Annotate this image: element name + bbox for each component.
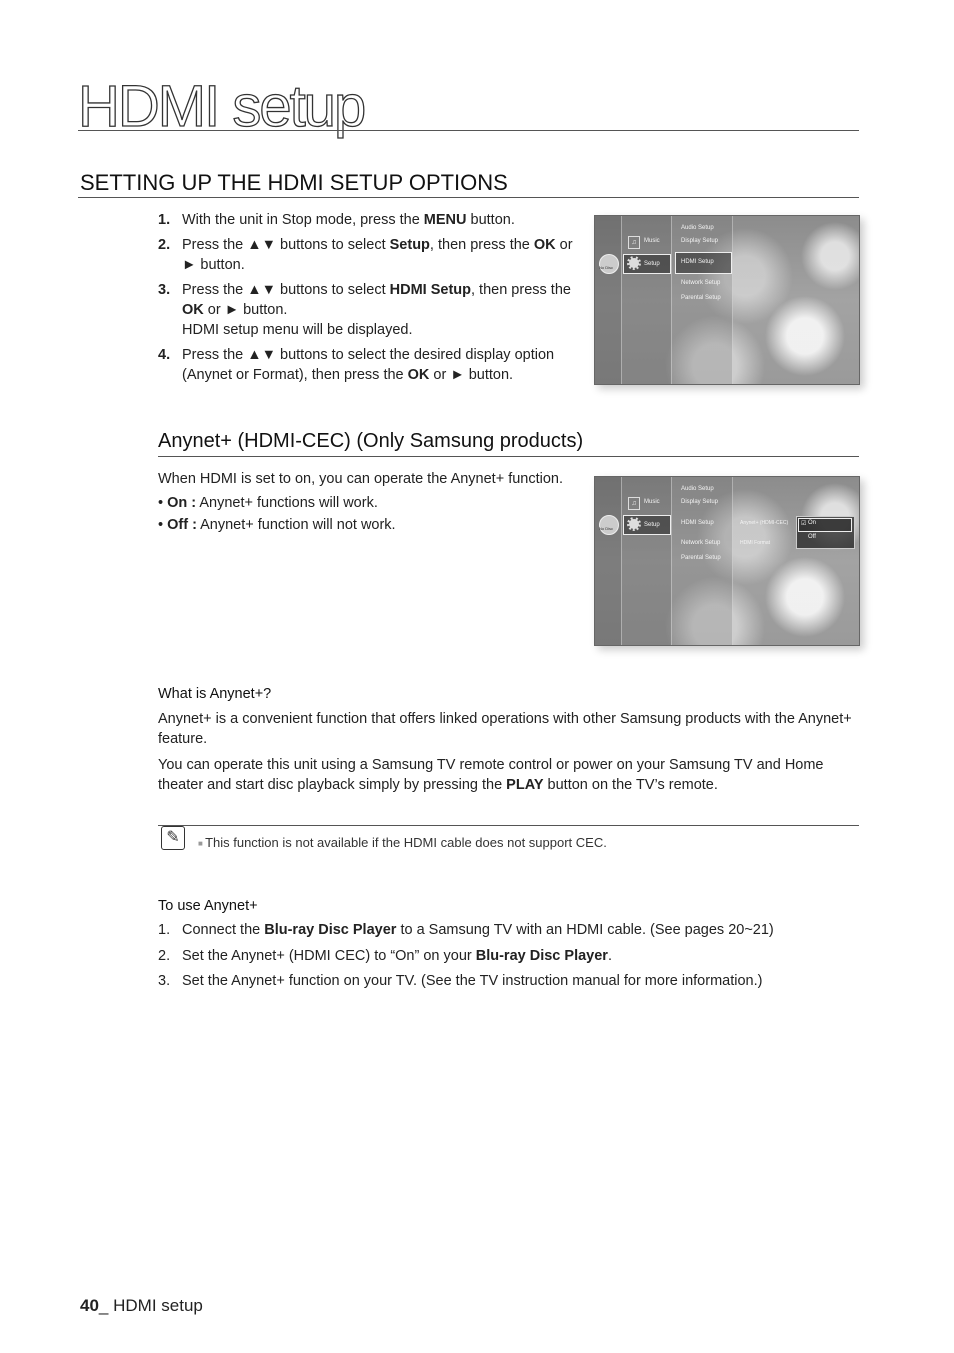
checkmark-icon: ☑ <box>801 521 807 527</box>
step-key: OK <box>182 302 204 318</box>
item-number: 3. <box>158 973 171 989</box>
value-on: On <box>808 520 817 526</box>
option-label: Off : <box>167 517 197 533</box>
option-text: Anynet+ function will not work. <box>196 517 396 533</box>
step-text: With the unit in Stop mode, press the <box>182 212 424 228</box>
disc-column <box>595 477 622 645</box>
menu-item: HDMI Setup <box>681 520 714 526</box>
step-number: 2. <box>158 237 171 253</box>
value-off: Off <box>808 534 816 540</box>
anynet-options-list <box>158 492 396 536</box>
option-anynet: Anynet+ (HDMI-CEC) <box>740 520 789 526</box>
item-text: . <box>607 947 612 964</box>
menu-item: Network Setup <box>681 540 721 546</box>
what-paragraph-2 <box>158 755 863 795</box>
hdmi-menu-screenshot <box>594 476 860 646</box>
note-rule <box>158 825 859 826</box>
page-number: 40 <box>80 1296 99 1315</box>
title-rule <box>78 130 859 131</box>
step-text: or ► button. <box>203 302 288 318</box>
item-key: Blu-ray Disc Player <box>264 922 397 938</box>
step-item <box>158 280 583 340</box>
what-paragraph-1: Anynet+ is a convenient function that offers linked operations with other Samsung products with the Anynet+ feature. <box>158 711 852 747</box>
steps-list <box>158 210 583 390</box>
page-title: HDMI setup <box>78 74 365 139</box>
menu-item: Parental Setup <box>681 295 721 301</box>
item-key: Blu-ray Disc Player <box>475 947 608 964</box>
para-key: PLAY <box>506 777 544 793</box>
step-text: Press the ▲▼ buttons to select the desired display option (Anynet or Format), then press the <box>182 347 555 383</box>
music-icon: ♫ <box>628 497 640 510</box>
list-item <box>158 492 396 514</box>
anynet-rule <box>158 456 859 457</box>
step-subtext: HDMI setup menu will be displayed. <box>182 322 413 338</box>
option-label: On : <box>167 495 197 511</box>
section-rule <box>78 197 859 198</box>
use-list <box>158 920 863 997</box>
use-heading: To use Anynet+ <box>158 898 258 914</box>
option-hdmi-format: HDMI Format <box>740 540 770 546</box>
gear-icon <box>627 517 641 531</box>
step-text: Press the ▲▼ buttons to select <box>182 237 390 253</box>
section-title: SETTING UP THE HDMI SETUP OPTIONS <box>80 170 508 195</box>
setup-menu-screenshot <box>594 215 860 385</box>
anynet-intro: When HDMI is set to on, you can operate the Anynet+ function. <box>158 471 564 487</box>
step-item <box>158 210 583 230</box>
anynet-title: Anynet+ (HDMI-CEC) (Only Samsung products) <box>158 430 584 452</box>
what-heading: What is Anynet+? <box>158 686 272 702</box>
item-text: Set the Anynet+ function on your TV. (See the TV instruction manual for more information.) <box>182 973 763 989</box>
disc-label: No Disc <box>599 265 614 270</box>
para-text: button on the TV’s remote. <box>543 777 718 793</box>
music-icon: ♫ <box>628 236 640 249</box>
step-text: , then press the <box>429 237 534 253</box>
step-item <box>158 345 583 385</box>
option-text: Anynet+ functions will work. <box>196 495 378 511</box>
step-text: button. <box>466 212 515 228</box>
step-key: MENU <box>423 212 467 228</box>
list-item <box>158 946 863 966</box>
step-text: Press the ▲▼ buttons to select <box>182 282 390 298</box>
menu-setup: Setup <box>644 522 660 528</box>
item-number: 2. <box>158 947 171 964</box>
item-text: Connect the <box>182 922 265 938</box>
item-text: to a Samsung TV with an HDMI cable. (See pages 20~21) <box>396 922 774 938</box>
item-text: Set the Anynet+ (HDMI CEC) to “On” on your <box>182 947 476 964</box>
menu-music: Music <box>644 238 660 244</box>
step-key: HDMI Setup <box>389 282 471 298</box>
note-text: ■ This function is not available if the HDMI cable does not support CEC. <box>198 835 607 850</box>
menu-item: HDMI Setup <box>681 259 714 265</box>
step-key: OK <box>533 237 556 253</box>
disc-icon <box>599 515 619 535</box>
step-text: or ► button. <box>429 367 514 383</box>
step-text: , then press the <box>471 282 571 298</box>
step-number: 4. <box>158 347 171 363</box>
footer-label: _ HDMI setup <box>98 1296 203 1315</box>
list-item <box>158 514 396 536</box>
menu-item: Display Setup <box>681 238 719 244</box>
disc-label: No Disc <box>599 526 614 531</box>
note-icon: ✎ <box>161 826 185 850</box>
list-item <box>158 971 863 991</box>
menu-setup: Setup <box>644 261 660 267</box>
step-number: 1. <box>158 212 171 228</box>
para-text: You can operate this unit using a Samsung TV remote control or power on your Samsung TV and Home theater and start disc playback simply by pressing the <box>158 757 824 793</box>
menu-music: Music <box>644 499 660 505</box>
page-footer <box>80 1296 203 1316</box>
step-item <box>158 235 583 275</box>
menu-item: Display Setup <box>681 499 719 505</box>
menu-item: Audio Setup <box>681 486 714 492</box>
menu-item: Audio Setup <box>681 225 714 231</box>
step-text: or ► button. <box>182 237 573 273</box>
step-key: OK <box>407 367 430 383</box>
step-key: Setup <box>389 237 430 253</box>
menu-item: Parental Setup <box>681 555 721 561</box>
disc-column <box>595 216 622 384</box>
disc-icon <box>599 254 619 274</box>
step-number: 3. <box>158 282 171 298</box>
menu-item: Network Setup <box>681 280 721 286</box>
gear-icon <box>627 256 641 270</box>
item-number: 1. <box>158 922 171 938</box>
list-item <box>158 920 863 940</box>
